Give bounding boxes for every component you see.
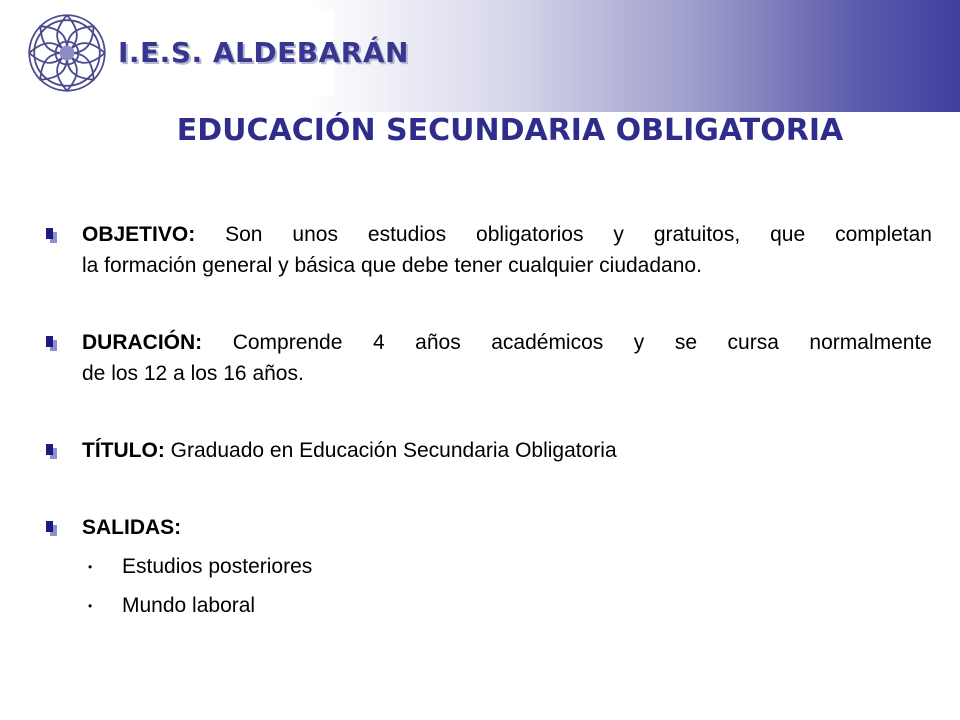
list-item-titulo [82, 435, 932, 466]
square-bullet-icon [46, 521, 57, 536]
dot-bullet-icon: • [88, 598, 93, 613]
item-text: Comprende 4 años académicos y se cursa normalmente [232, 331, 932, 354]
item-text-continued: la formación general y básica que debe tener cualquier ciudadano. [82, 254, 702, 277]
square-bullet-icon [46, 336, 57, 351]
item-label: SALIDAS: [82, 516, 182, 539]
sub-item-text: Mundo laboral [122, 594, 256, 617]
square-bullet-icon [46, 444, 57, 459]
sub-list-item [88, 551, 312, 583]
item-label: OBJETIVO: [82, 223, 196, 246]
item-label: DURACIÓN: [82, 331, 203, 354]
item-label: TÍTULO: [82, 439, 165, 462]
square-bullet-icon [46, 228, 57, 243]
school-name: I.E.S. ALDEBARÁN [118, 36, 409, 69]
list-item-duracion [82, 327, 932, 389]
item-text-continued: de los 12 a los 16 años. [82, 362, 304, 385]
item-text: Graduado en Educación Secundaria Obligatoria [170, 439, 617, 462]
dot-bullet-icon: • [88, 559, 93, 574]
list-item-salidas [82, 512, 932, 543]
star-rose-emblem-icon [26, 12, 108, 94]
school-logo [18, 10, 409, 96]
sub-list-item [88, 590, 255, 622]
list-item-objetivo [82, 219, 932, 281]
slide-title: EDUCACIÓN SECUNDARIA OBLIGATORIA [176, 113, 844, 148]
item-text: Son unos estudios obligatorios y gratuitos, que completan [225, 223, 932, 246]
sub-item-text: Estudios posteriores [122, 555, 313, 578]
